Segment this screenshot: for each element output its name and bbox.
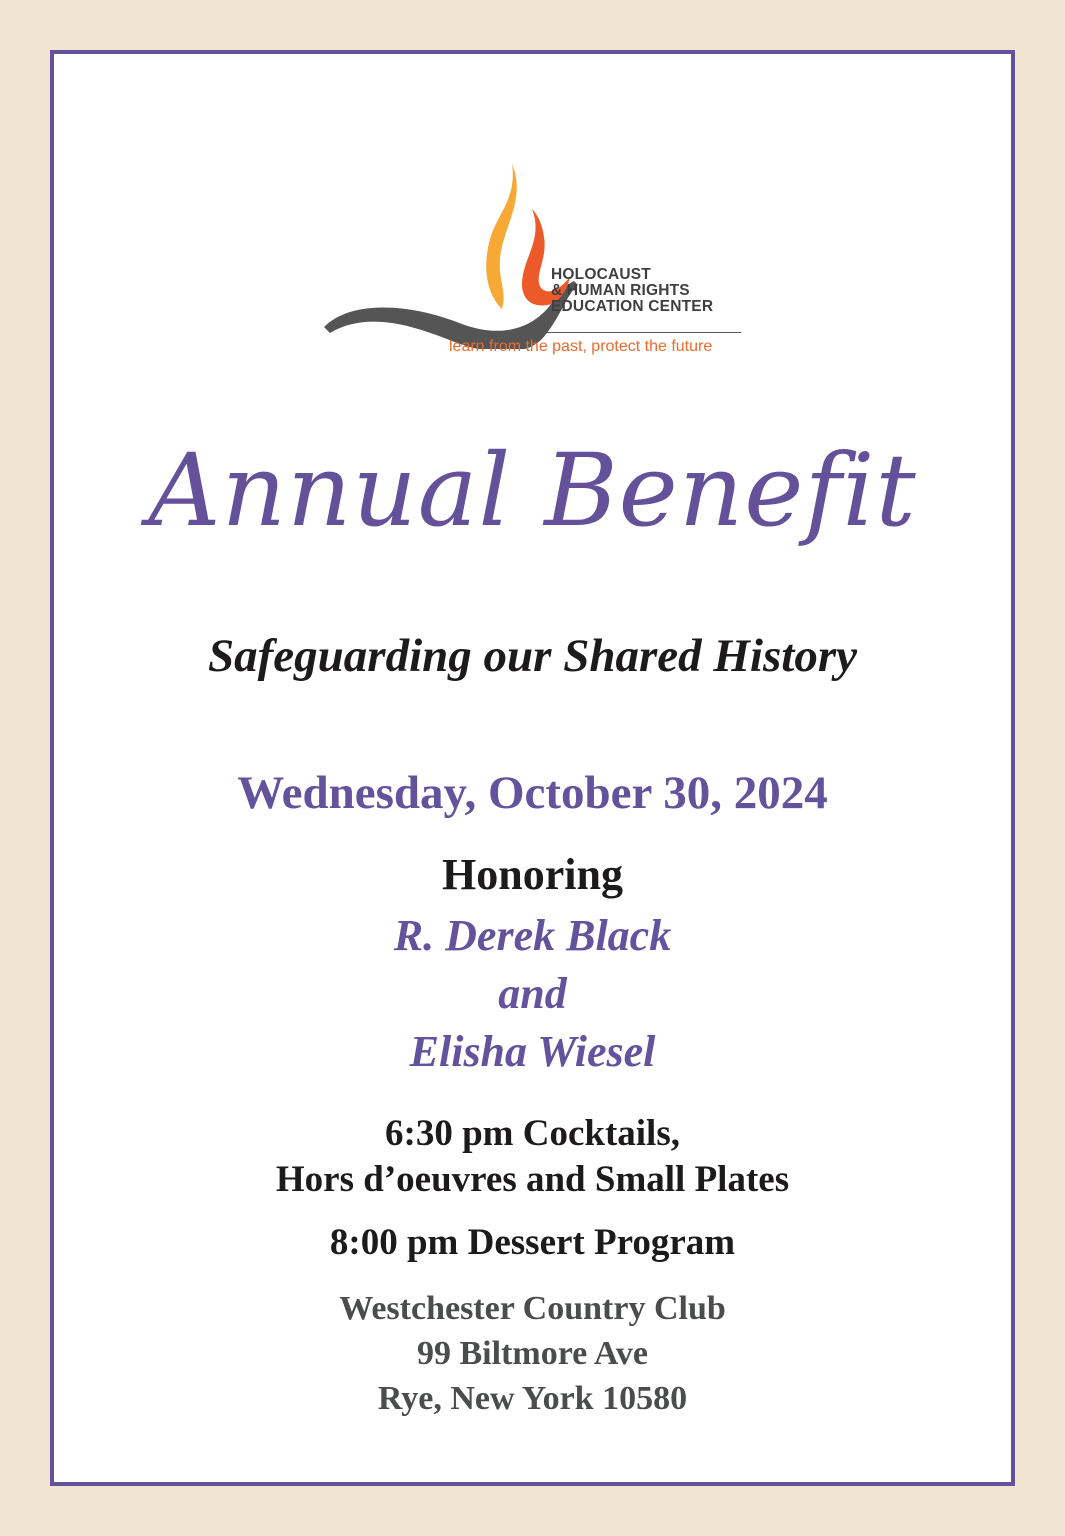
honoring-label: Honoring	[442, 850, 623, 899]
honoree-second: Elisha Wiesel	[409, 1027, 656, 1076]
tagline: learn from the past, protect the future	[449, 338, 713, 355]
event-date: Wednesday, October 30, 2024	[237, 767, 828, 819]
venue-street: 99 Biltmore Ave	[416, 1335, 649, 1372]
honoree-joiner: and	[498, 969, 567, 1018]
org-name-line3: EDUCATION CENTER	[551, 298, 714, 315]
org-name-line2: & HUMAN RIGHTS	[551, 282, 690, 299]
org-name	[551, 267, 713, 315]
schedule-cocktails: 6:30 pm Cocktails,	[385, 1113, 680, 1154]
event-subtitle: Safeguarding our Shared History	[207, 630, 857, 682]
logo-divider	[449, 332, 741, 333]
org-name-line1: HOLOCAUST	[551, 266, 651, 283]
event-title: Annual Benefit	[148, 432, 917, 549]
honoree-first: R. Derek Black	[393, 911, 672, 960]
invitation-card	[50, 50, 1015, 1486]
schedule-hors-doeuvres: Hors d’oeuvres and Small Plates	[275, 1159, 790, 1200]
venue-name: Westchester Country Club	[339, 1290, 726, 1327]
flame-and-shofar-logo-icon	[322, 109, 582, 349]
schedule-dessert: 8:00 pm Dessert Program	[329, 1222, 736, 1263]
venue-city: Rye, New York 10580	[377, 1380, 688, 1417]
